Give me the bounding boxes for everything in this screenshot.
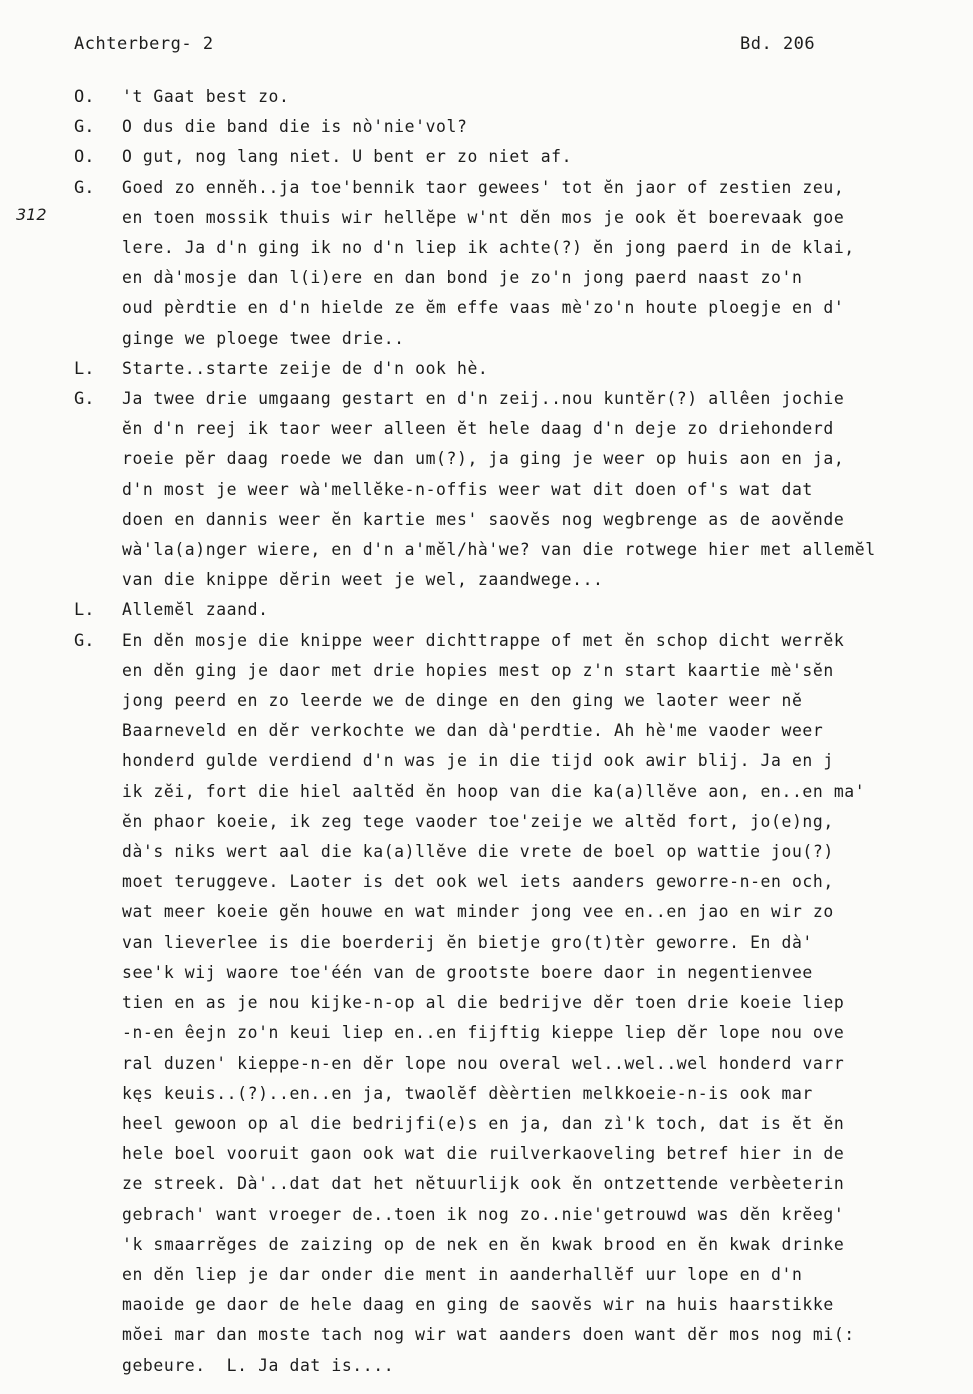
speaker-label: G. — [74, 117, 95, 138]
utterance-line: en toen mossik thuis wir hellĕpe w'nt dĕn mos je ook ĕt boerevaak goe — [122, 207, 845, 227]
transcript-entry — [74, 112, 973, 142]
transcript-body — [74, 82, 973, 1381]
utterance-line: gebrach' want vroeger de..toen ik nog zo..nie'getrouwd was dĕn krĕeg' — [122, 1204, 845, 1224]
utterance-line: wà'la(a)nger wiere, en d'n a'mĕl/hà'we? van die rotwege hier met allemĕl — [122, 540, 876, 560]
utterance-line: doen en dannis weer ĕn kartie mes' saovĕs nog wegbrenge as de aovĕnde — [122, 509, 845, 529]
utterance-line: ĕn d'n reej ik taor weer alleen ĕt hele daag d'n deje zo driehonderd — [122, 419, 834, 439]
utterance-line: see'k wij waore toe'één van de grootste boere daor in negentienvee — [122, 962, 813, 982]
utterance-line: ik zĕi, fort die hiel aaltĕd ĕn hoop van die ka(a)llĕve aon, en..en ma' — [122, 781, 866, 801]
speaker-label: L. — [74, 358, 95, 379]
utterance-line: tien en as je nou kijke-n-op al die bedrijve dĕr toen drie koeie liep — [122, 993, 845, 1013]
utterance — [122, 354, 973, 384]
utterance-line: mŏei mar dan moste tach nog wir wat aanders doen want dĕr mos nog mi(: — [122, 1325, 855, 1345]
utterance-line: wat meer koeie gĕn houwe en wat minder jong vee en..en jao en wir zo — [122, 902, 834, 922]
speaker-label: G. — [74, 177, 95, 198]
utterance-line: honderd gulde verdiend d'n was je in die tijd ook awir blij. Ja en j — [122, 751, 834, 771]
utterance-line: kęs keuis..(?)..en..en ja, twaolĕf dèèrtien melkkoeie-n-is ook mar — [122, 1083, 813, 1103]
speaker-label: G. — [74, 630, 95, 651]
transcript-entry — [74, 626, 973, 1381]
utterance-line: Goed zo ennĕh..ja toe'bennik taor gewees' tot ĕn jaor of zestien zeu, — [122, 177, 845, 197]
utterance-line: lere. Ja d'n ging ik no d'n liep ik achte(?) ĕn jong paerd in de klai, — [122, 238, 855, 258]
utterance-line: maoide ge daor de hele daag en ging de saovĕs wir na huis haarstikke — [122, 1295, 834, 1315]
page-reference: Bd. 206 — [740, 34, 816, 54]
utterance — [122, 142, 973, 172]
speaker-label: O. — [74, 87, 95, 107]
speaker-label: G. — [74, 389, 95, 410]
utterance — [122, 82, 973, 112]
utterance-line: Starte..starte zeije de d'n ook hè. — [122, 358, 489, 378]
transcript-entry — [74, 173, 973, 354]
utterance — [122, 112, 973, 142]
utterance-line: dà's niks wert aal die ka(a)llĕve die vrete de boel op wattie jou(?) — [122, 842, 834, 862]
utterance-line: oud pèrdtie en d'n hielde ze ĕm effe vaas mè'zo'n houte ploegje en d' — [122, 298, 845, 318]
utterance — [122, 595, 973, 625]
utterance — [122, 626, 973, 1381]
utterance-line: roeie pĕr daag roede we dan um(?), ja ging je weer op huis aon en ja, — [122, 449, 845, 469]
utterance-line: van lieverlee is die boerderij ĕn bietje gro(t)tèr geworre. En dà' — [122, 932, 813, 952]
transcript-entry — [74, 82, 973, 112]
utterance-line: Ja twee drie umgaang gestart en d'n zeij..nou kuntĕr(?) allêen jochie — [122, 389, 845, 409]
utterance-line: hele boel vooruit gaon ook wat die ruilverkaoveling betref hier in de — [122, 1144, 845, 1164]
utterance-line: 't Gaat best zo. — [122, 87, 290, 106]
utterance-line: van die knippe dĕrin weet je wel, zaandwege... — [122, 570, 604, 590]
utterance-line: Allemĕl zaand. — [122, 600, 269, 620]
utterance-line: ze streek. Dà'..dat dat het nĕtuurlijk ook ĕn ontzettende verbèeterin — [122, 1174, 845, 1194]
utterance-line: ginge we ploege twee drie.. — [122, 328, 405, 348]
document-title: Achterberg- 2 — [74, 34, 214, 54]
utterance-line: -n-en êejn zo'n keui liep en..en fijftig kieppe liep dĕr lope nou ove — [122, 1023, 845, 1043]
utterance-line: en dĕn liep je dar onder die ment in aanderhallĕf uur lope en d'n — [122, 1264, 803, 1284]
speaker-label: L. — [74, 600, 95, 621]
transcript-entry — [74, 384, 973, 595]
utterance-line: en dĕn ging je daor met drie hopies mest op z'n start kaartie mè'sĕn — [122, 660, 834, 680]
utterance-line: moet teruggeve. Laoter is det ook wel iets aanders geworre-n-en och, — [122, 872, 834, 892]
utterance-line: O gut, nog lang niet. U bent er zo niet af. — [122, 147, 573, 167]
utterance — [122, 384, 973, 595]
utterance-line: ĕn phaor koeie, ik zeg tege vaoder toe'zeije we altĕd fort, jo(e)ng, — [122, 811, 834, 831]
utterance-line: jong peerd en zo leerde we de dinge en den ging we laoter weer nĕ — [122, 691, 803, 711]
utterance-line: heel gewoon op al die bedrijfi(e)s en ja, dan zì'k toch, dat is ĕt ĕn — [122, 1113, 845, 1133]
utterance-line: O dus die band die is nò'nie'vol? — [122, 117, 468, 137]
utterance — [122, 173, 973, 354]
utterance-line: En dĕn mosje die knippe weer dichttrappe of met ĕn schop dicht werrĕk — [122, 630, 845, 650]
utterance-line: gebeure. L. Ja dat is.... — [122, 1355, 395, 1375]
transcript-entry — [74, 595, 973, 625]
speaker-label: O. — [74, 147, 95, 168]
utterance-line: ral duzen' kieppe-n-en dĕr lope nou overal wel..wel..wel honderd varr — [122, 1053, 845, 1073]
utterance-line: 'k smaarrĕges de zaizing op de nek en ĕn kwak brood en ĕn kwak drinke — [122, 1234, 845, 1254]
utterance-line: d'n most je weer wà'mellĕke-n-offis weer wat dit doen of's wat dat — [122, 479, 813, 499]
transcript-entry — [74, 142, 973, 172]
transcript-entry — [74, 354, 973, 384]
utterance-line: en dà'mosje dan l(i)ere en dan bond je zo'n jong paerd naast zo'n — [122, 268, 803, 288]
margin-note: 312 — [16, 205, 47, 224]
utterance-line: Baarneveld en dĕr verkochte we dan dà'perdtie. Ah hè'me vaoder weer — [122, 721, 824, 741]
